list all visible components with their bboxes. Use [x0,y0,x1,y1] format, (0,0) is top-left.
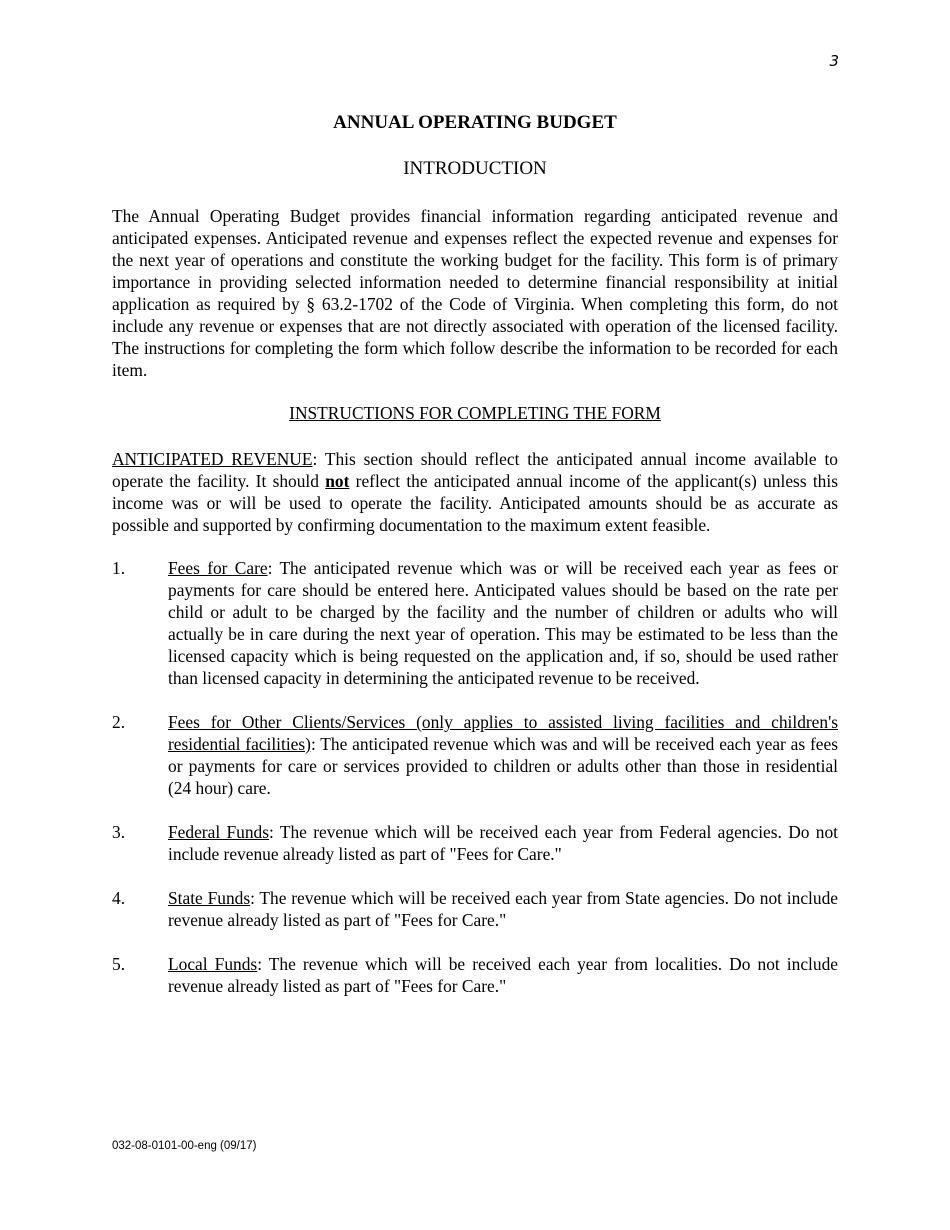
item-body [168,821,838,865]
item-number: 2. [112,712,126,732]
item-text: : The revenue which will be received each year from localities. Do not include revenue already listed as part of "Fees for Care." [168,954,838,996]
anticipated-revenue-label: ANTICIPATED REVENUE [112,449,313,469]
item-label: Federal Funds [168,822,269,842]
page-title: ANNUAL OPERATING BUDGET [333,112,617,133]
item-label: Fees for Care [168,558,268,578]
instruction-items-list [112,557,838,1019]
list-item [112,821,838,865]
instructions-heading: INSTRUCTIONS FOR COMPLETING THE FORM [289,403,661,423]
anticipated-revenue-emphasis: not [325,471,350,491]
item-text: : The revenue which will be received each year from State agencies. Do not include revenue already listed as part of "Fees for Care." [168,888,838,930]
section-subtitle-introduction: INTRODUCTION [403,158,547,179]
anticipated-revenue-text-after: reflect the anticipated annual income of the applicant(s) unless this income was or will be used to operate the facility. Anticipated amounts should be as accurate as possible and supported by confirming documentation to the maximum extent feasible. [112,471,838,535]
list-item [112,557,838,689]
list-item [112,887,838,931]
item-number: 3. [112,822,126,842]
item-number: 1. [112,558,126,578]
list-item [112,953,838,997]
item-number: 5. [112,954,126,974]
item-label: Local Funds [168,954,258,974]
item-label: State Funds [168,888,251,908]
form-number-footer: 032-08-0101-00-eng (09/17) [112,1140,257,1152]
anticipated-revenue-paragraph [112,448,838,536]
item-text: : The revenue which will be received each year from Federal agencies. Do not include revenue already listed as part of "Fees for Care." [168,822,838,864]
item-label: Fees for Other Clients/Services (only applies to assisted living facilities and children's residential facilities) [168,712,838,754]
anticipated-revenue-text-before: : This section should reflect the anticipated annual income available to operate the facility. It should [112,449,838,491]
item-body [168,557,838,689]
item-number: 4. [112,888,126,908]
page-number: 3 [829,52,839,70]
item-body [168,887,838,931]
item-body [168,711,838,799]
list-item [112,711,838,799]
item-text: : The anticipated revenue which was and will be received each year as fees or payments for care or services provided to children or adults other than those in residential (24 hour) care. [168,734,838,798]
item-text: : The anticipated revenue which was or will be received each year as fees or payments for care should be entered here. Anticipated values should be based on the rate per child or adult to be charged by the facility and the number of children or adults who will actually be in care during the next year of operation. This may be estimated to be less than the licensed capacity which is being requested on the application and, if so, should be used rather than licensed capacity in determining the anticipated revenue to be received. [168,558,838,688]
item-body [168,953,838,997]
intro-paragraph: The Annual Operating Budget provides financial information regarding anticipated revenue and anticipated expenses. Anticipated revenue and expenses reflect the expected revenue and expenses for the next year of operations and constitute the working budget for the facility. This form is of primary importance in providing selected information needed to determine financial responsibility at initial application as required by § 63.2-1702 of the Code of Virginia. When completing this form, do not include any revenue or expenses that are not directly associated with operation of the licensed facility. The instructions for completing the form which follow describe the information to be recorded for each item. [112,206,838,380]
